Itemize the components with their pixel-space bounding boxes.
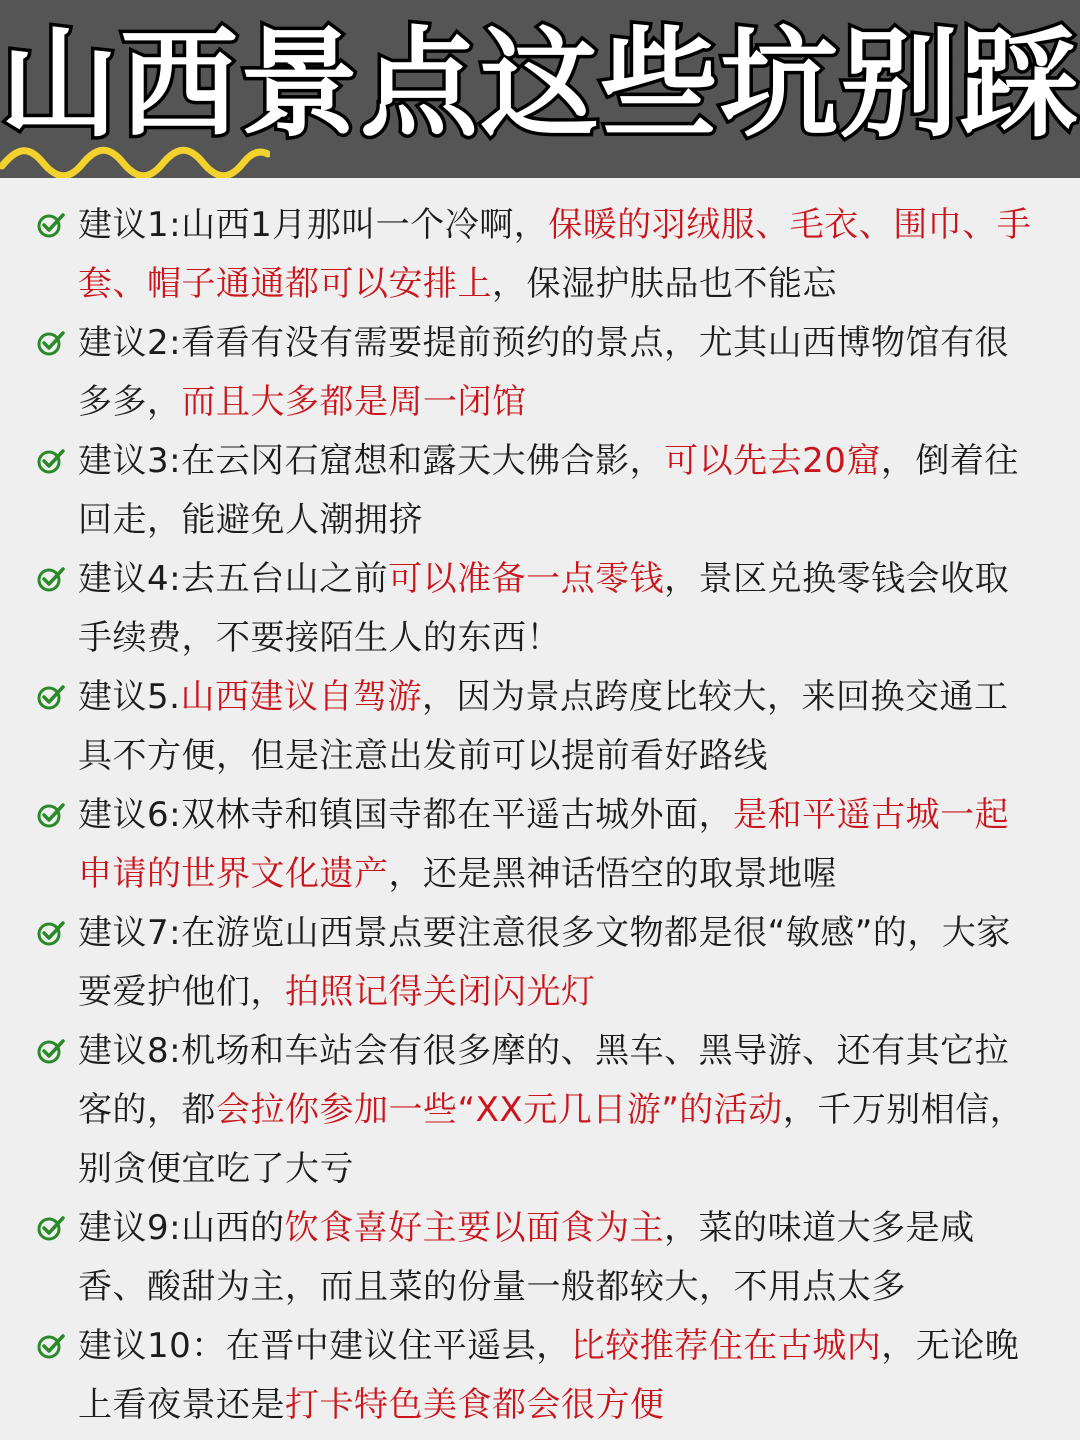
check-circle-icon — [36, 800, 66, 830]
tip-highlight-text: 保暖的羽绒服、毛衣、围巾、手套、帽子通通都可以安排上 — [78, 205, 1032, 304]
tip-item — [36, 550, 1042, 668]
tip-text: 建议9:山西的 — [78, 1208, 285, 1248]
tip-text: 建议6:双林寺和镇国寺都在平遥古城外面， — [78, 795, 734, 835]
tip-highlight-text: 比较推荐住在古城内 — [570, 1326, 882, 1366]
tip-item — [36, 1317, 1042, 1435]
tip-text: 建议8:机场和车站会有很多摩的、黑车、黑导游、还有其它拉客的，都 — [78, 1031, 1010, 1130]
tip-highlight-text: 山西建议自驾游 — [180, 677, 422, 717]
tip-text: ，景区兑换零钱会收取手续费，不要接陌生人的东西！ — [78, 559, 1010, 658]
tips-list — [0, 178, 1080, 1435]
tip-highlight-text: 而且大多都是周一闭馆 — [181, 382, 527, 422]
tip-text: ，倒着往回走，能避免人潮拥挤 — [78, 441, 1019, 540]
tip-text: 建议5. — [78, 677, 181, 717]
check-circle-icon — [36, 210, 66, 240]
tip-highlight-text: 会拉你参加一些“XX元几日游”的活动 — [216, 1090, 783, 1130]
check-circle-icon — [36, 328, 66, 358]
tip-item — [36, 904, 1042, 1022]
tip-highlight-text: 是和平遥古城一起申请的世界文化遗产 — [78, 795, 1010, 894]
tip-item — [36, 668, 1042, 786]
tip-item — [36, 1199, 1042, 1317]
tip-text: ，因为景点跨度比较大，来回换交通工具不方便，但是注意出发前可以提前看好路线 — [78, 677, 1009, 776]
tip-item — [36, 314, 1042, 432]
tip-text: 建议10：在晋中建议住平遥县， — [78, 1326, 571, 1366]
tip-highlight-text: 饮食喜好主要以面食为主 — [284, 1208, 665, 1248]
check-circle-icon — [36, 446, 66, 476]
header-banner — [0, 0, 1080, 178]
check-circle-icon — [36, 1331, 66, 1361]
tip-highlight-text: 打卡特色美食都会很方便 — [285, 1385, 665, 1425]
tip-text: 建议3:在云冈石窟想和露天大佛合影， — [78, 441, 665, 481]
tip-text: 建议2:看看有没有需要提前预约的景点，尤其山西博物馆有很多多， — [78, 323, 1010, 422]
page-title: 山西景点这些坑别踩 — [0, 15, 1080, 153]
check-circle-icon — [36, 682, 66, 712]
tip-highlight-text: 拍照记得关闭闪光灯 — [285, 972, 596, 1012]
tip-text: ，保湿护肤品也不能忘 — [492, 264, 837, 304]
check-circle-icon — [36, 1036, 66, 1066]
check-circle-icon — [36, 1213, 66, 1243]
tip-item — [36, 1022, 1042, 1199]
tip-text: 建议7:在游览山西景点要注意很多文物都是很“敏感”的，大家要爱护他们， — [78, 913, 1011, 1012]
tip-text: ，千万别相信，别贪便宜吃了大亏 — [78, 1090, 1025, 1189]
tip-highlight-text: 可以准备一点零钱 — [388, 559, 665, 599]
tip-text: ，无论晚上看夜景还是 — [78, 1326, 1020, 1425]
tip-text: 建议1:山西1月那叫一个冷啊， — [78, 205, 549, 245]
tip-item — [36, 432, 1042, 550]
check-circle-icon — [36, 918, 66, 948]
tip-highlight-text: 可以先去20窟 — [664, 441, 881, 481]
tip-item — [36, 196, 1042, 314]
tip-text: ，菜的味道大多是咸香、酸甜为主，而且菜的份量一般都较大，不用点太多 — [78, 1208, 975, 1307]
tip-text: 建议4:去五台山之前 — [78, 559, 389, 599]
tip-text: ，还是黑神话悟空的取景地喔 — [388, 854, 837, 894]
check-circle-icon — [36, 564, 66, 594]
tip-item — [36, 786, 1042, 904]
